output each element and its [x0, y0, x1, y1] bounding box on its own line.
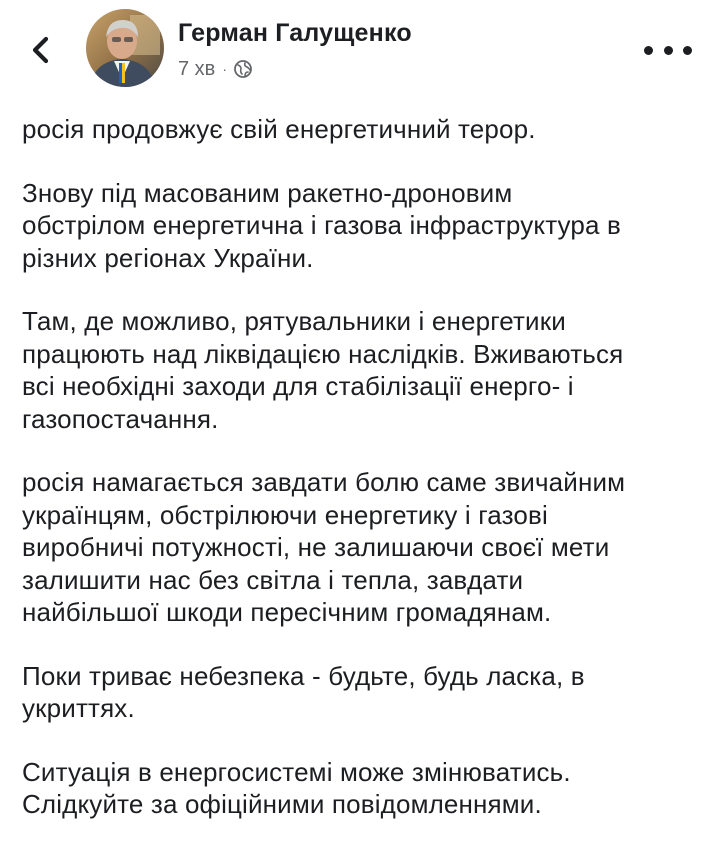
author-name[interactable]: Герман Галущенко	[178, 19, 412, 47]
post-paragraph: Знову під масованим ракетно-дроновим обстрілом енергетична і газова інфраструктура в різних регіонах України.	[22, 177, 621, 273]
post-meta	[178, 56, 253, 82]
back-button[interactable]	[22, 30, 62, 70]
chevron-left-icon	[22, 30, 62, 70]
post-text	[22, 113, 702, 821]
post-header	[0, 0, 713, 106]
globe-icon[interactable]	[233, 59, 253, 79]
post-paragraph: росія намагається завдати болю саме звичайним українцям, обстрілюючи енергетику і газові виробничі потужності, не залишаючи своєї мети залишити нас без світла і тепла, завдати найбільшої шкоди пересічним громадянам.	[22, 467, 626, 627]
post-paragraph: Там, де можливо, рятувальники і енергетики працюють над ліквідацією наслідків. Вживаються всі необхідні заходи для стабілізації енерго- і газопостачання.	[22, 306, 624, 434]
meta-separator: ·	[222, 61, 227, 77]
post-paragraph: Поки триває небезпека - будьте, будь ласка, в укриттях.	[22, 660, 585, 723]
post-time[interactable]: 7 хв	[178, 57, 216, 80]
post-paragraph: росія продовжує свій енергетичний терор.	[22, 114, 536, 144]
post-paragraph: Ситуація в енергосистемі може змінюватись. Слідкуйте за офіційними повідомленнями.	[22, 756, 571, 819]
author-photo	[86, 9, 164, 87]
more-horizontal-icon	[644, 46, 653, 55]
more-options-button[interactable]	[644, 30, 692, 70]
avatar[interactable]	[86, 9, 164, 87]
